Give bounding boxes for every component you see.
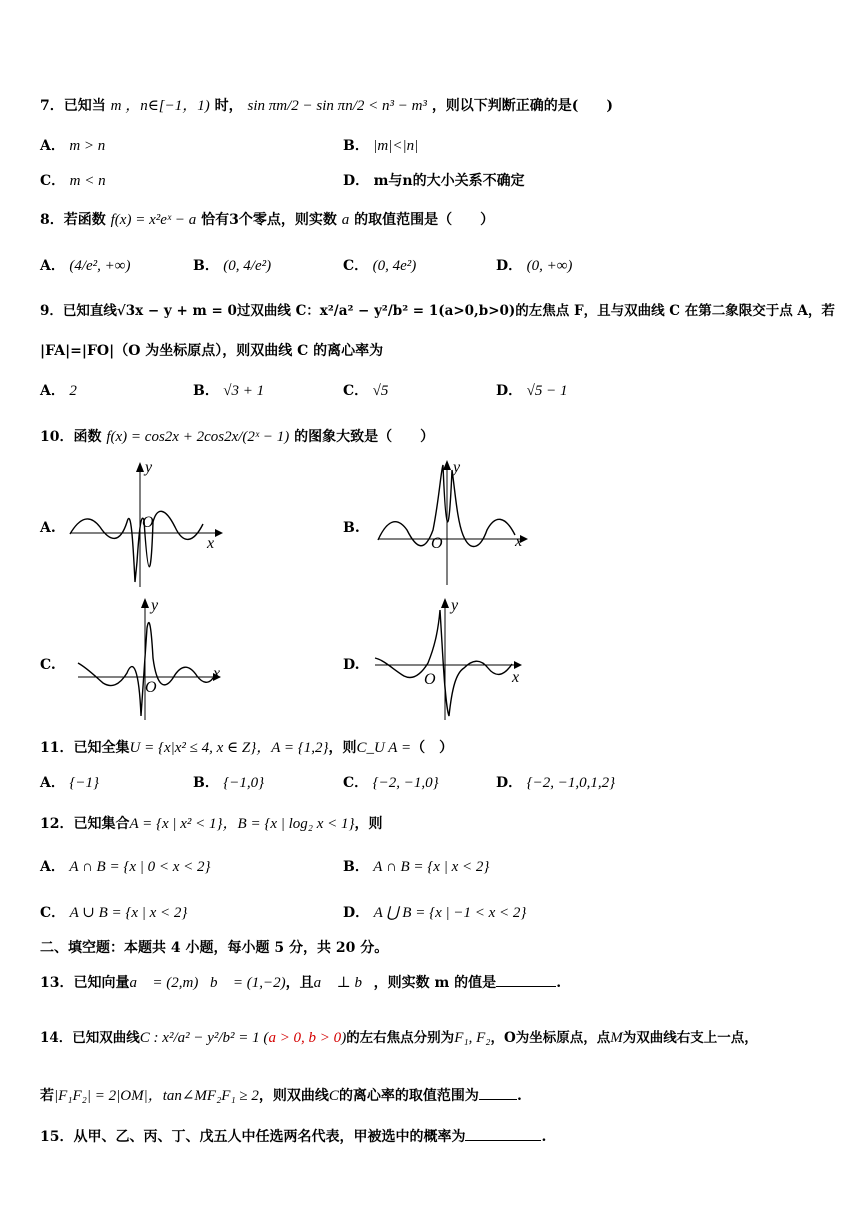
q12-stem-part: 12．已知集合 (40, 816, 130, 832)
option-label: A． (40, 859, 65, 875)
option-text: A ∪ B = {x | x < 2} (69, 905, 188, 921)
q13-end: . (556, 975, 562, 991)
origin-label: O (431, 535, 443, 552)
option-label: D． (496, 258, 523, 274)
option-text: A ∩ B = {x | x < 2} (373, 859, 490, 875)
option-text: {−2, −1,0} (372, 775, 439, 791)
q8-stem-math: f(x) = x²eˣ − a (110, 212, 197, 228)
x-axis-arrow (215, 529, 223, 537)
option-text: m < n (69, 173, 106, 189)
x-label: x (515, 533, 523, 550)
option-label: C． (343, 258, 369, 274)
option-text: √5 − 1 (526, 383, 568, 399)
q9-stem-line2: |FA|=|FO|（O 为坐标原点），则双曲线 C 的离心率为 (40, 343, 384, 359)
option-label: D． (496, 383, 523, 399)
q9-option-d[interactable] (496, 381, 567, 401)
q10-option-c-graph[interactable] (75, 598, 230, 723)
q14-end: . (516, 1088, 522, 1104)
function-curve (70, 511, 203, 582)
option-label: D． (343, 905, 370, 921)
q13-stem-math: a⃗ = (2,m)，b⃗ = (1,−2) (129, 975, 286, 991)
q11-option-a[interactable] (40, 773, 99, 793)
q12-stem (40, 814, 383, 834)
q14-stem-math: C : x²/a² − y²/b² = 1 ( (139, 1030, 269, 1046)
option-label: B． (193, 383, 219, 399)
y-axis-arrow (443, 460, 451, 470)
option-text: {−1} (69, 775, 99, 791)
q11-stem-math: U = {x|x² ≤ 4, x ∈ Z}，A = {1,2} (129, 740, 329, 756)
q13-stem (40, 972, 561, 993)
q8-stem-part: 的取值范围是（ ） (354, 212, 495, 228)
option-label: A． (40, 258, 65, 274)
q14-stem-part: ，O为坐标原点，点 (490, 1030, 611, 1046)
option-text: (0, 4/e²) (223, 258, 272, 274)
function-curve (375, 610, 512, 716)
answer-blank[interactable] (465, 1126, 541, 1141)
q14-stem-math: ) (341, 1030, 347, 1046)
q11-stem-math: C_U A = (356, 740, 412, 756)
option-label: D． (496, 775, 523, 791)
y-label: y (453, 459, 461, 476)
q10-stem-math: f(x) = cos2x + 2cos2x/(2ˣ − 1) (106, 429, 290, 445)
q11-stem-part: ，则 (328, 740, 357, 756)
q8-stem (40, 210, 494, 230)
option-text: √5 (372, 383, 389, 399)
option-label: A． (40, 383, 65, 399)
option-text: (0, 4e²) (372, 258, 417, 274)
option-text: (4/e², +∞) (69, 258, 131, 274)
q14-stem-part: ，则双曲线 (258, 1088, 329, 1104)
q8-option-d[interactable] (496, 256, 572, 276)
q14-stem-math: |F₁F₂| = 2|OM|，tan∠MF₂F₁ ≥ 2 (54, 1088, 259, 1104)
y-label: y (151, 597, 159, 614)
q14-condition: a > 0, b > 0 (268, 1030, 342, 1046)
q8-option-c[interactable] (343, 256, 416, 276)
option-text: 2 (69, 383, 77, 399)
q7-stem (40, 96, 613, 116)
q10-option-d-label[interactable]: D. (343, 657, 360, 673)
answer-blank[interactable] (479, 1085, 517, 1100)
option-text: m与n的大小关系不确定 (373, 173, 525, 189)
q10-stem-part: 10．函数 (40, 429, 102, 445)
q12-stem-math: A = {x | x² < 1}，B = {x | log₂ x < 1} (129, 816, 355, 832)
q9-option-b[interactable] (193, 381, 264, 401)
q7-option-d[interactable] (343, 171, 525, 191)
section-heading: 二、填空题：本题共 4 小题，每小题 5 分，共 20 分。 (40, 940, 389, 956)
q14-stem-part: 若 (40, 1088, 54, 1104)
x-label: x (213, 665, 221, 682)
q14-stem-var: C (328, 1088, 339, 1104)
y-axis-arrow (141, 598, 149, 608)
option-label: C． (343, 775, 369, 791)
option-label: B． (193, 258, 219, 274)
q10-stem (40, 427, 434, 447)
q10-option-b-graph[interactable] (375, 460, 530, 588)
q10-option-a-graph[interactable] (65, 459, 225, 592)
option-text: A ∩ B = {x | 0 < x < 2} (69, 859, 211, 875)
q10-stem-part: 的图象大致是（ ） (294, 429, 435, 445)
option-text: √3 + 1 (223, 383, 265, 399)
q8-option-b[interactable] (193, 256, 271, 276)
q11-stem-part: 11．已知全集 (40, 740, 130, 756)
q8-stem-part: 恰有3个零点，则实数 (201, 212, 337, 228)
q8-stem-part: 8．若函数 (40, 212, 106, 228)
option-label: B． (193, 775, 219, 791)
q9-option-a[interactable] (40, 381, 77, 401)
option-text: {−1,0} (223, 775, 265, 791)
option-text: A ⋃ B = {x | −1 < x < 2} (373, 905, 527, 921)
q7-stem-part: 7．已知当 (40, 98, 106, 114)
option-text: m > n (69, 138, 106, 154)
q14-stem-part: 为双曲线右支上一点， (622, 1030, 758, 1046)
q11-option-d[interactable] (496, 773, 615, 793)
x-label: x (207, 535, 215, 552)
q15-stem (40, 1126, 546, 1147)
q9-option-c[interactable] (343, 381, 388, 401)
q14-stem-part: 的左右焦点分别为 (346, 1030, 455, 1046)
q14-stem-part: 的离心率的取值范围为 (338, 1088, 479, 1104)
q11-stem (40, 738, 453, 758)
q12-option-b[interactable] (343, 857, 489, 877)
option-label: C． (343, 383, 369, 399)
option-text: (0, +∞) (526, 258, 573, 274)
q7-option-b[interactable] (343, 136, 418, 156)
q15-end: . (541, 1129, 547, 1145)
q8-stem-var: a (341, 212, 350, 228)
origin-label: O (424, 671, 436, 688)
option-label: D． (343, 173, 370, 189)
x-label: x (512, 669, 520, 686)
q13-stem-part: ，且 (285, 975, 314, 991)
q14-stem-part: 14．已知双曲线 (40, 1030, 140, 1046)
q11-option-c[interactable] (343, 773, 439, 793)
origin-label: O (142, 514, 154, 531)
option-text: |m|<|n| (373, 138, 419, 154)
q14-stem-line1 (40, 1028, 758, 1048)
y-axis-arrow (136, 462, 144, 472)
q12-option-a[interactable] (40, 857, 211, 877)
option-label: A． (40, 775, 65, 791)
option-label: C． (40, 173, 66, 189)
q13-stem-math: a⃗ ⊥ b⃗ (313, 975, 374, 991)
option-label: B． (343, 138, 369, 154)
y-axis-arrow (441, 598, 449, 608)
origin-label: O (145, 679, 157, 696)
q7-option-c[interactable] (40, 171, 106, 191)
option-label: B． (343, 859, 369, 875)
y-label: y (145, 459, 153, 476)
q7-stem-math: m ，n∈[−1，1) (110, 98, 210, 114)
q7-stem-part: 时， (214, 98, 243, 114)
answer-blank[interactable] (496, 972, 556, 987)
q14-stem-line2 (40, 1085, 522, 1106)
q7-option-a[interactable] (40, 136, 105, 156)
q12-option-d[interactable] (343, 903, 526, 923)
q12-stem-part: ，则 (354, 816, 383, 832)
option-text: {−2, −1,0,1,2} (526, 775, 616, 791)
q10-option-b-label[interactable]: B. (343, 520, 360, 536)
q10-option-d-graph[interactable] (372, 598, 530, 723)
option-label: A． (40, 138, 65, 154)
q13-stem-part: ，则实数 m 的值是 (373, 975, 497, 991)
q11-stem-part: （ ） (411, 740, 454, 756)
q11-option-b[interactable] (193, 773, 264, 793)
q13-stem-part: 13．已知向量 (40, 975, 130, 991)
option-label: C． (40, 905, 66, 921)
q12-option-c[interactable] (40, 903, 187, 923)
q10-option-c-label[interactable]: C. (40, 657, 56, 673)
q7-stem-math: sin πm/2 − sin πn/2 < n³ − m³ (247, 98, 427, 114)
q9-stem-line1: 9．已知直线√3x − y + m = 0过双曲线 C：x²/a² − y²/b² = 1(a>0,b>0)的左焦点 F，且与双曲线 C 在第二象限交于点 A，若 (40, 303, 835, 319)
y-label: y (451, 597, 459, 614)
q15-stem-text: 15．从甲、乙、丙、丁、戊五人中任选两名代表，甲被选中的概率为 (40, 1129, 466, 1145)
q14-stem-math: F₁, F₂ (454, 1030, 491, 1046)
x-axis-arrow (514, 661, 522, 669)
q8-option-a[interactable] (40, 256, 130, 276)
q14-stem-var: M (610, 1030, 623, 1046)
q7-stem-part: ，则以下判断正确的是( ) (431, 98, 614, 114)
q10-option-a-label[interactable]: A. (40, 520, 56, 536)
